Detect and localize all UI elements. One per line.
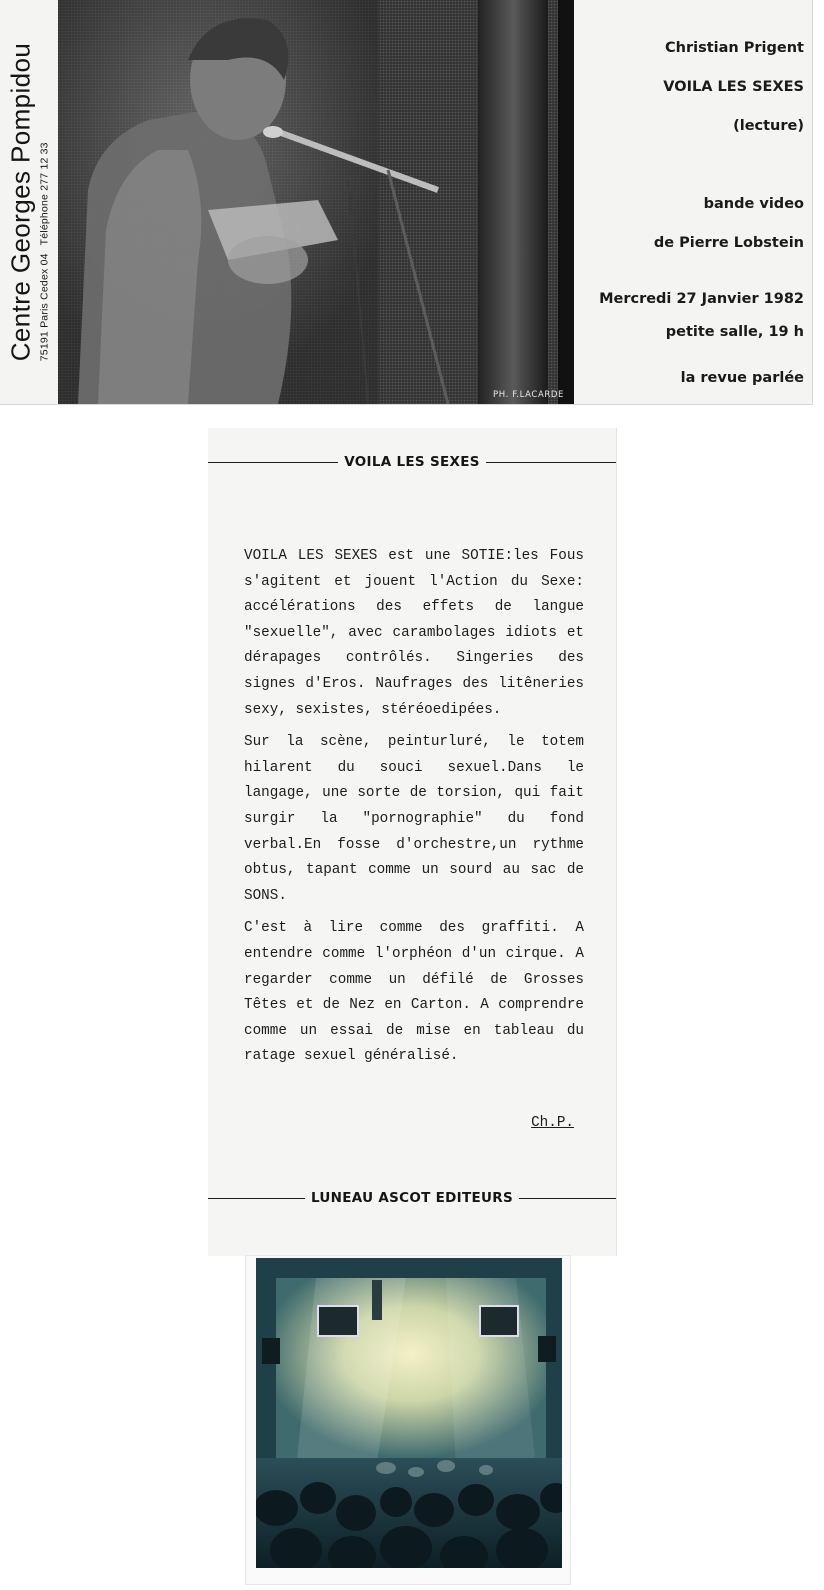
signature: Ch.P. (531, 1115, 574, 1131)
video-credit-line1: bande video (703, 196, 804, 212)
venue-name: Centre Georges Pompidou (5, 42, 36, 362)
paragraph-3: C'est à lire comme des graffiti. A entendre comme l'orphéon d'un cirque. A regarder comme un défilé de Grosses Têtes et de Nez en Carton. A comprendre comme un essai de mise en tableau du ratage sexuel généralisé. (244, 920, 584, 1065)
photo-credit: PH. F.LACARDE (493, 390, 564, 400)
event-title: VOILA LES SEXES (663, 79, 804, 95)
stage-photo-image (256, 1258, 562, 1568)
publisher-name: LUNEAU ASCOT EDITEURS (310, 1190, 514, 1206)
header-rule-left (208, 462, 338, 463)
venue-address: 75191 Paris Cedex 04 (38, 253, 51, 362)
event-details (574, 0, 804, 404)
paragraph-2: Sur la scène, peinturluré, le totem hilarent du souci sexuel.Dans le langage, une sorte de torsion, qui fait surgir la "pornographie" du fond verbal.En fosse d'orchestre,un rythme obtus, tapant comme un sourd au sac de SONS. (244, 734, 584, 904)
polaroid-photo (246, 1256, 570, 1584)
performer-photo-image (58, 0, 574, 404)
author-name: Christian Prigent (665, 40, 804, 56)
event-format: (lecture) (733, 118, 804, 134)
footer-rule-right (519, 1198, 616, 1199)
paragraph-1: VOILA LES SEXES est une SOTIE:les Fous s'agitent et jouent l'Action du Sexe: accélérations des effets de langue "sexuelle", avec carambolages idiots et dérapages contrôlés. Singeries des signes d'Eros. Naufrages des litêneries sexy, sexistes, stéréoedipées. (244, 548, 584, 718)
footer-rule-left (208, 1198, 305, 1199)
performer-photo (58, 0, 574, 404)
header-rule-right (486, 462, 616, 463)
invitation-card (0, 0, 813, 405)
event-place-time: petite salle, 19 h (665, 324, 804, 340)
venue-sidebar (0, 0, 58, 404)
program-sheet (208, 428, 616, 1256)
venue-contact (38, 134, 52, 361)
sheet-title: VOILA LES SEXES (344, 454, 480, 470)
video-credit-line2: de Pierre Lobstein (653, 235, 804, 251)
program-text (244, 544, 584, 1077)
venue-block (7, 43, 52, 361)
venue-phone: Téléphone 277 12 33 (38, 142, 51, 246)
sheet-header (208, 452, 616, 472)
event-series: la revue parlée (680, 370, 804, 386)
event-date: Mercredi 27 Janvier 1982 (599, 291, 804, 307)
sheet-footer (208, 1188, 616, 1208)
